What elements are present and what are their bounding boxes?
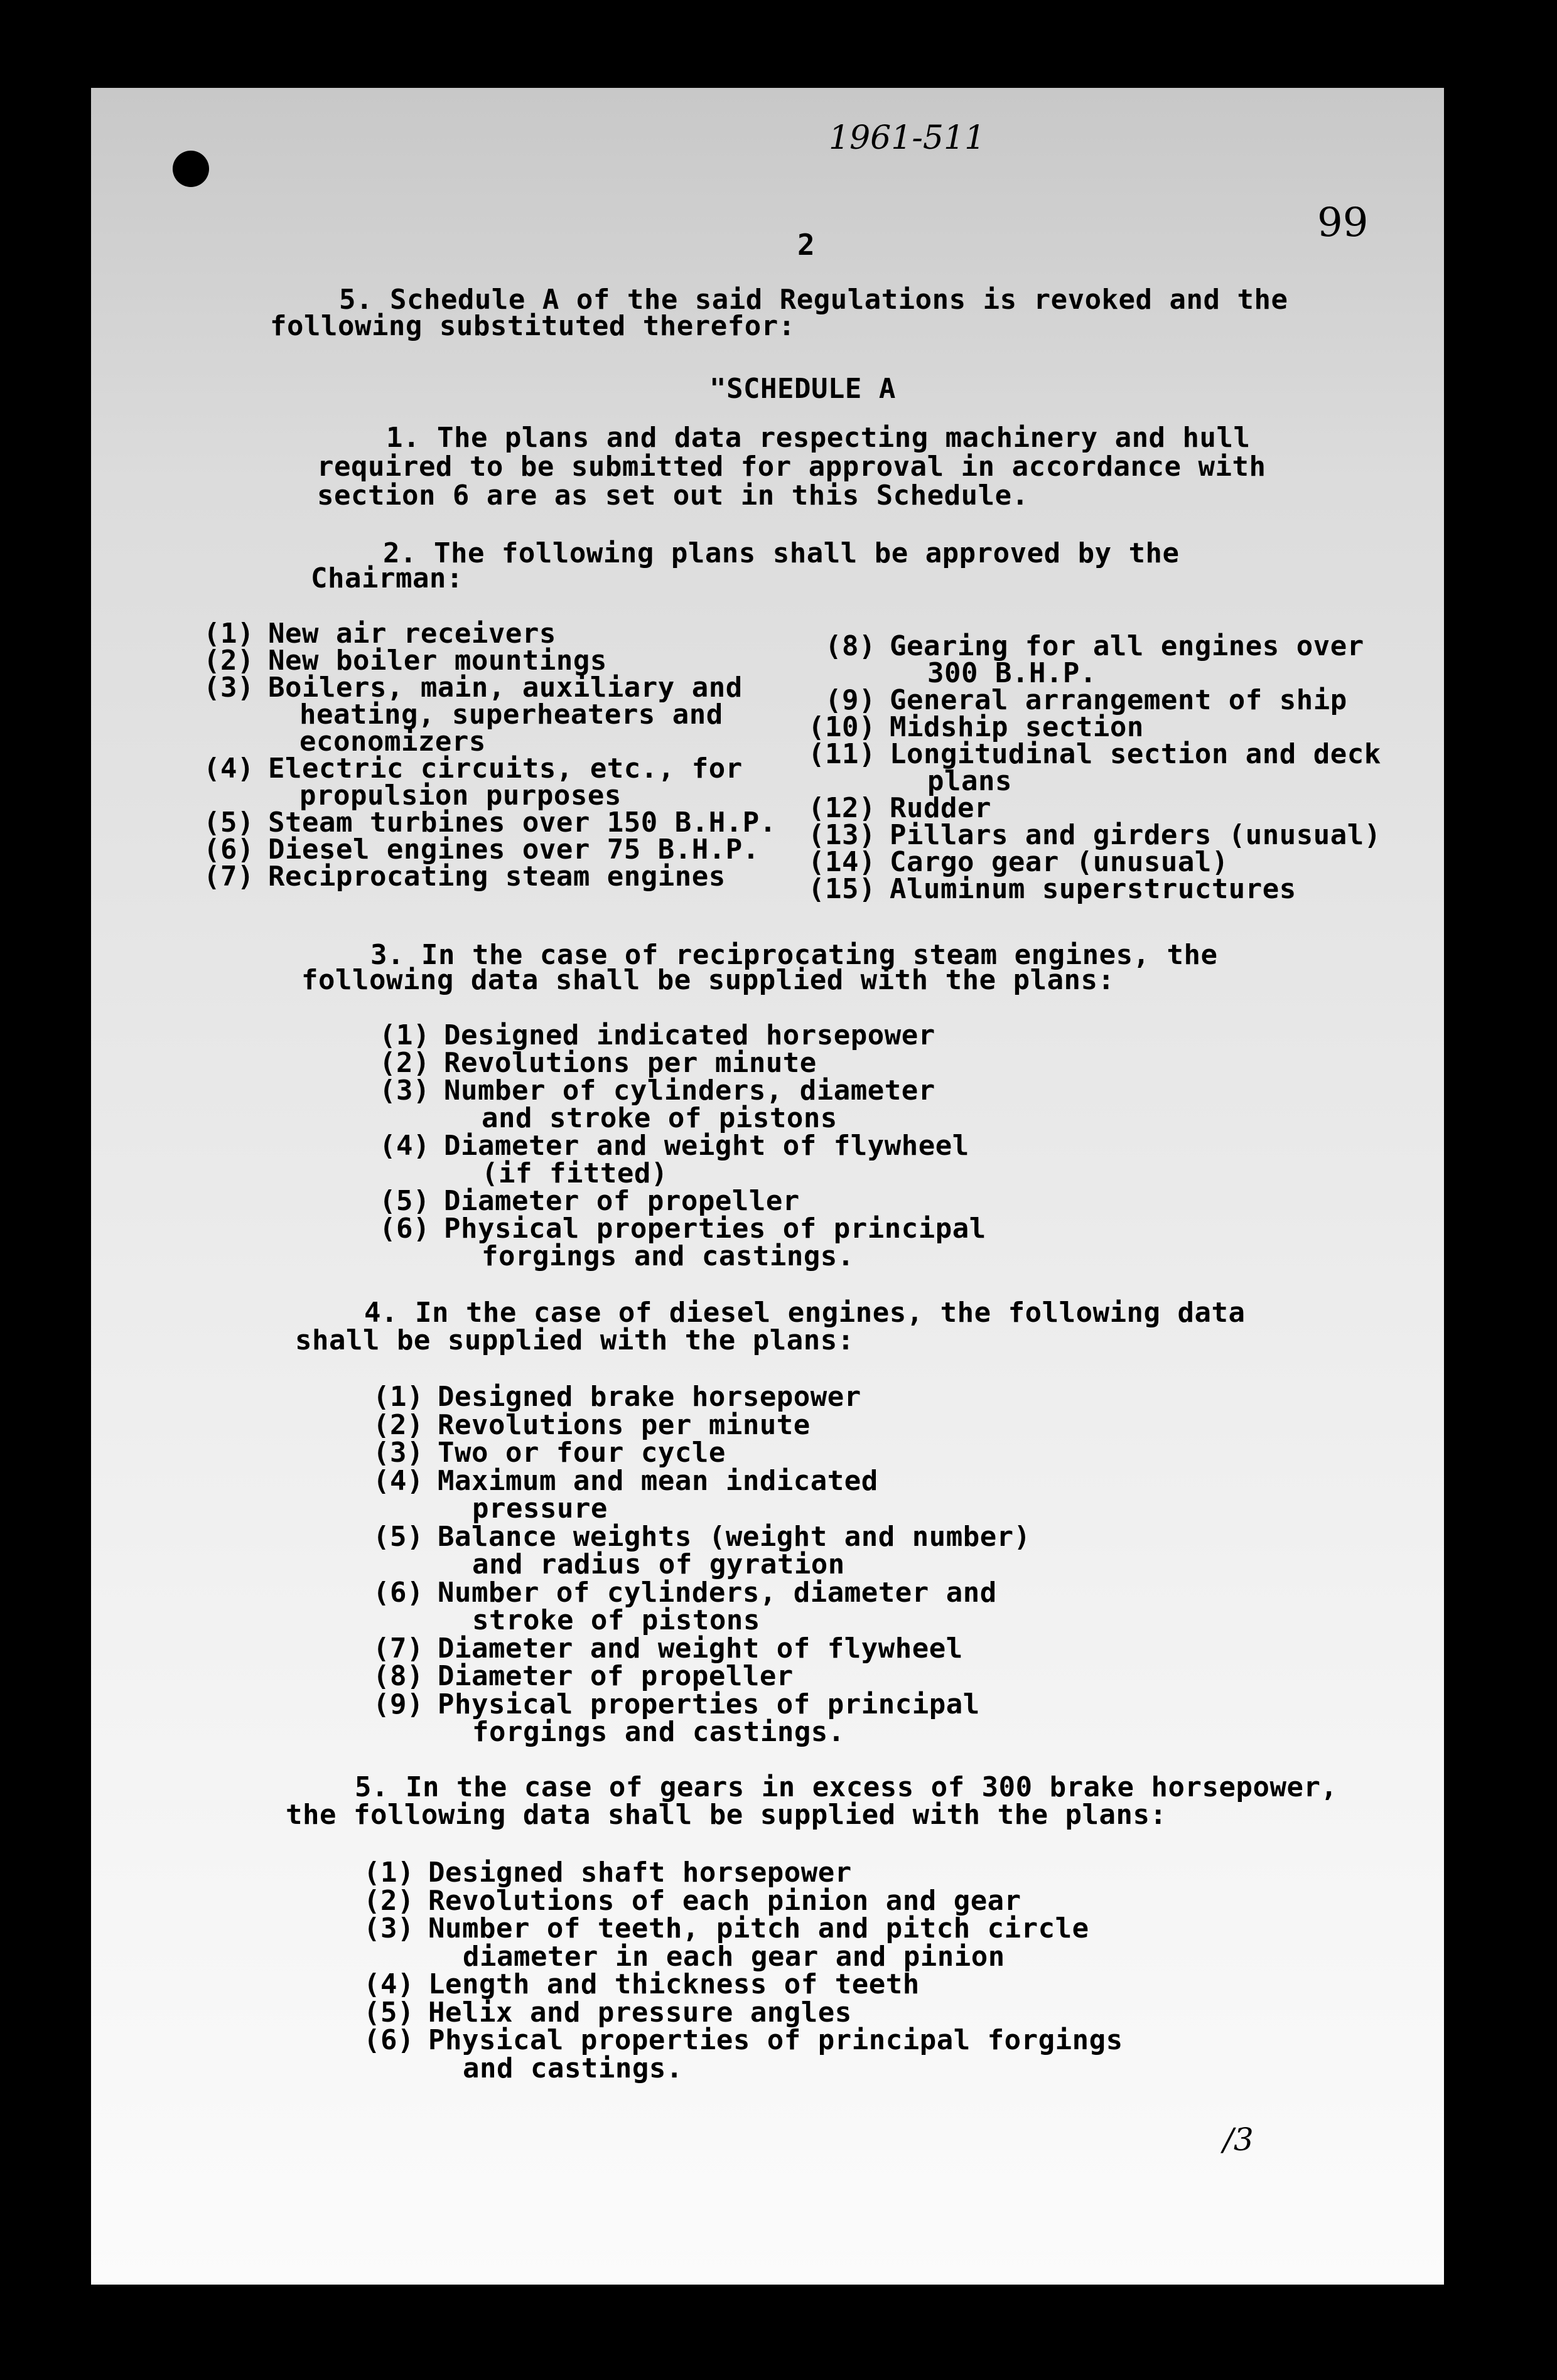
item-text xyxy=(890,630,1364,689)
para1-line-1: 1. The plans and data respecting machinery and hull xyxy=(386,422,1251,454)
item-text xyxy=(268,672,743,758)
item-text xyxy=(444,1215,986,1270)
item-line: Helix and pressure angles xyxy=(428,1996,852,2029)
item-text xyxy=(428,1912,1089,1973)
item-line: Cargo gear (unusual) xyxy=(890,846,1229,878)
list-item xyxy=(191,753,777,812)
para5-line-1: 5. In the case of gears in excess of 300 brake horsepower, xyxy=(355,1771,1338,1803)
item-text xyxy=(268,860,726,893)
item-line: plans xyxy=(927,765,1012,797)
list-item xyxy=(191,618,777,650)
item-line: Diameter of propeller xyxy=(438,1660,794,1692)
list-item xyxy=(797,873,1381,905)
item-text xyxy=(890,873,1296,905)
item-line: diameter in each gear and pinion xyxy=(463,1940,1005,1973)
list-item xyxy=(361,1576,1031,1636)
list-item xyxy=(797,846,1381,878)
item-line: Number of cylinders, diameter xyxy=(444,1075,935,1107)
list-item xyxy=(367,1049,986,1077)
item-text xyxy=(438,1464,878,1525)
item-number: (12) xyxy=(808,792,876,824)
item-text xyxy=(444,1132,969,1187)
item-text xyxy=(438,1660,794,1692)
item-number: (6) xyxy=(203,834,254,866)
item-number: (4) xyxy=(364,1968,414,2000)
list-item xyxy=(361,1383,1031,1412)
item-line: Gearing for all engines over xyxy=(890,630,1364,662)
list-item xyxy=(191,645,777,677)
list-item xyxy=(191,860,777,893)
item-line: Pillars and girders (unusual) xyxy=(890,819,1381,851)
item-text xyxy=(428,1859,852,1887)
list-item xyxy=(352,1912,1123,1973)
item-number: (9) xyxy=(373,1688,424,1720)
para3-list xyxy=(367,1019,986,1272)
item-text xyxy=(438,1520,1031,1580)
item-number: (4) xyxy=(379,1130,430,1162)
list-item xyxy=(797,630,1381,689)
item-line: Diesel engines over 75 B.H.P. xyxy=(268,834,760,866)
item-text xyxy=(438,1576,997,1636)
item-line: Revolutions of each pinion and gear xyxy=(428,1884,1021,1917)
item-number: (1) xyxy=(373,1381,424,1413)
item-line: Revolutions per minute xyxy=(438,1408,811,1441)
item-number: (14) xyxy=(808,846,876,878)
item-number: (7) xyxy=(203,860,254,893)
para3-line-2: following data shall be supplied with the plans: xyxy=(301,964,1115,996)
item-line: Aluminum superstructures xyxy=(890,873,1296,905)
item-line: Midship section xyxy=(890,711,1144,743)
para4-list xyxy=(361,1383,1031,1747)
item-number: (1) xyxy=(364,1857,414,1889)
item-line: Physical properties of principal forgings xyxy=(428,2024,1123,2056)
list-item xyxy=(797,684,1381,716)
intro-line-1: 5. Schedule A of the said Regulations is revoked and the xyxy=(339,284,1288,316)
para4-line-1: 4. In the case of diesel engines, the following data xyxy=(364,1297,1246,1329)
list-item xyxy=(797,819,1381,851)
list-item xyxy=(367,1077,986,1132)
item-number: (3) xyxy=(203,672,254,704)
para1-line-2: required to be submitted for approval in accordance with xyxy=(317,451,1266,483)
item-line: stroke of pistons xyxy=(472,1604,760,1636)
list-item xyxy=(352,1859,1123,1887)
list-item xyxy=(367,1215,986,1270)
item-number: (2) xyxy=(373,1408,424,1441)
page-number: 2 xyxy=(797,228,816,262)
list-item xyxy=(361,1520,1031,1580)
list-item xyxy=(367,1132,986,1187)
list-item xyxy=(361,1464,1031,1525)
list-item xyxy=(191,834,777,866)
archive-number: 1961-511 xyxy=(829,119,986,157)
item-number: (5) xyxy=(379,1185,430,1217)
item-line: Number of teeth, pitch and pitch circle xyxy=(428,1912,1089,1944)
item-number: (8) xyxy=(825,630,876,662)
item-number: (8) xyxy=(373,1660,424,1692)
item-number: (9) xyxy=(825,684,876,716)
item-line: Designed shaft horsepower xyxy=(428,1857,852,1889)
item-line: Diameter and weight of flywheel xyxy=(444,1130,969,1162)
list-item xyxy=(797,711,1381,743)
item-text xyxy=(428,1996,852,2029)
item-line: Electric circuits, etc., for xyxy=(268,753,743,785)
item-line: Designed indicated horsepower xyxy=(444,1019,935,1051)
item-text xyxy=(890,711,1144,743)
item-text xyxy=(428,1968,920,2000)
item-line: economizers xyxy=(299,726,486,758)
item-number: (2) xyxy=(379,1047,430,1079)
item-line: propulsion purposes xyxy=(299,780,622,812)
list-item xyxy=(361,1660,1031,1692)
schedule-title: "SCHEDULE A xyxy=(709,373,896,405)
item-line: heating, superheaters and xyxy=(299,699,723,731)
intro-line-2: following substituted therefor: xyxy=(270,310,795,342)
item-text xyxy=(444,1019,935,1051)
para4-line-2: shall be supplied with the plans: xyxy=(295,1324,854,1356)
item-text xyxy=(890,738,1381,797)
item-line: Rudder xyxy=(890,792,991,824)
list-item xyxy=(191,672,777,758)
item-number: (4) xyxy=(373,1464,424,1497)
item-line: Maximum and mean indicated xyxy=(438,1464,878,1497)
item-line: forgings and castings. xyxy=(472,1716,845,1748)
item-line: General arrangement of ship xyxy=(890,684,1347,716)
item-line: Length and thickness of teeth xyxy=(428,1968,920,2000)
item-line: Reciprocating steam engines xyxy=(268,860,726,893)
item-number: (6) xyxy=(373,1576,424,1609)
item-text xyxy=(890,846,1229,878)
item-line: and castings. xyxy=(463,2052,683,2084)
item-number: (3) xyxy=(379,1075,430,1107)
para2-line-1: 2. The following plans shall be approved by the xyxy=(383,537,1180,569)
next-page-marker: /3 xyxy=(1223,2121,1254,2158)
list-item xyxy=(361,1688,1031,1748)
para5-line-2: the following data shall be supplied with the plans: xyxy=(286,1799,1167,1831)
item-line: Number of cylinders, diameter and xyxy=(438,1576,997,1609)
item-text xyxy=(444,1077,935,1132)
item-text xyxy=(890,819,1381,851)
item-line: Steam turbines over 150 B.H.P. xyxy=(268,807,777,839)
item-line: Diameter and weight of flywheel xyxy=(438,1632,963,1664)
item-number: (15) xyxy=(808,873,876,905)
item-text xyxy=(268,834,760,866)
item-number: (5) xyxy=(373,1520,424,1553)
item-number: (1) xyxy=(379,1019,430,1051)
item-text xyxy=(268,753,743,812)
item-number: (13) xyxy=(808,819,876,851)
item-line: Diameter of propeller xyxy=(444,1185,800,1217)
list-item xyxy=(367,1187,986,1215)
list-item xyxy=(797,792,1381,824)
item-line: (if fitted) xyxy=(482,1157,668,1189)
para5-list xyxy=(352,1859,1123,2082)
list-item xyxy=(797,738,1381,797)
item-number: (10) xyxy=(808,711,876,743)
item-line: Physical properties of principal xyxy=(438,1688,980,1720)
item-line: Designed brake horsepower xyxy=(438,1381,861,1413)
item-text xyxy=(428,1884,1021,1917)
item-line: and radius of gyration xyxy=(472,1548,845,1580)
item-line: New boiler mountings xyxy=(268,645,607,677)
item-text xyxy=(438,1632,963,1664)
item-line: Balance weights (weight and number) xyxy=(438,1520,1031,1553)
item-number: (11) xyxy=(808,738,876,770)
item-text xyxy=(444,1049,817,1077)
plans-list-right xyxy=(797,630,1381,905)
item-text xyxy=(268,645,607,677)
item-line: New air receivers xyxy=(268,618,556,650)
item-line: Two or four cycle xyxy=(438,1437,726,1469)
item-text xyxy=(890,684,1347,716)
para2-line-2: Chairman: xyxy=(311,562,463,594)
item-number: (3) xyxy=(373,1437,424,1469)
stamp-number: 99 xyxy=(1317,200,1369,246)
plans-list-left xyxy=(191,618,777,893)
list-item xyxy=(361,1408,1031,1441)
item-line: Boilers, main, auxiliary and xyxy=(268,672,743,704)
item-number: (7) xyxy=(373,1632,424,1664)
item-line: and stroke of pistons xyxy=(482,1102,838,1134)
item-text xyxy=(438,1408,811,1441)
list-item xyxy=(361,1632,1031,1664)
punch-hole xyxy=(173,151,209,187)
list-item xyxy=(352,1884,1123,1917)
item-number: (6) xyxy=(364,2024,414,2056)
item-number: (5) xyxy=(364,1996,414,2029)
list-item xyxy=(352,1968,1123,2000)
list-item xyxy=(191,807,777,839)
item-number: (6) xyxy=(379,1213,430,1245)
item-number: (2) xyxy=(364,1884,414,1917)
item-line: Longitudinal section and deck xyxy=(890,738,1381,770)
item-number: (2) xyxy=(203,645,254,677)
list-item xyxy=(367,1019,986,1051)
item-text xyxy=(268,807,777,839)
item-text xyxy=(268,618,556,650)
item-line: forgings and castings. xyxy=(482,1240,854,1272)
item-line: 300 B.H.P. xyxy=(927,657,1097,689)
item-number: (1) xyxy=(203,618,254,650)
list-item xyxy=(352,2024,1123,2084)
item-number: (5) xyxy=(203,807,254,839)
item-number: (3) xyxy=(364,1912,414,1944)
item-text xyxy=(438,1439,726,1467)
item-number: (4) xyxy=(203,753,254,785)
item-line: Revolutions per minute xyxy=(444,1047,817,1079)
list-item xyxy=(361,1439,1031,1467)
item-text xyxy=(444,1187,800,1215)
item-line: pressure xyxy=(472,1493,608,1525)
item-text xyxy=(438,1383,861,1412)
item-line: Physical properties of principal xyxy=(444,1213,986,1245)
list-item xyxy=(352,1996,1123,2029)
item-text xyxy=(428,2024,1123,2084)
item-text xyxy=(438,1688,980,1748)
item-text xyxy=(890,792,991,824)
para3-line-1: 3. In the case of reciprocating steam engines, the xyxy=(370,939,1218,971)
para1-line-3: section 6 are as set out in this Schedule. xyxy=(317,480,1029,512)
